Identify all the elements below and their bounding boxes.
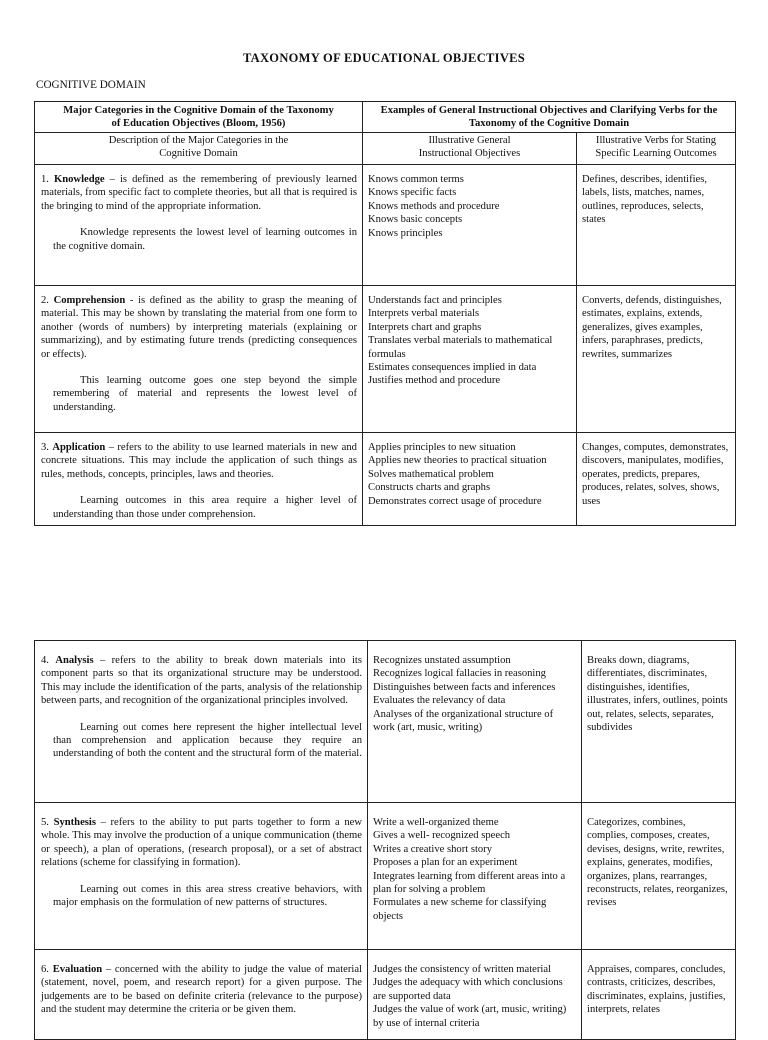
taxonomy-table-part1 bbox=[34, 101, 736, 526]
objective-item: Demonstrates correct usage of procedure bbox=[368, 495, 542, 507]
objective-item: Gives a well- recognized speech bbox=[373, 830, 511, 842]
header-major-categories: Major Categories in the Cognitive Domain of the Taxonomy of Education Objectives (Bloom, 1956) bbox=[35, 102, 363, 133]
category-note: Knowledge represents the lowest level of learning outcomes in the cognitive domain. bbox=[53, 227, 357, 252]
category-name: Knowledge bbox=[53, 174, 105, 185]
category-row bbox=[35, 641, 736, 803]
objective-item: Judges the adequacy with which conclusions are supported data bbox=[373, 977, 563, 1002]
objective-item: Knows common terms bbox=[368, 174, 464, 185]
objective-item: Applies principles to new situation bbox=[368, 442, 516, 453]
domain-label: COGNITIVE DOMAIN bbox=[36, 79, 146, 91]
objective-item: Distinguishes between facts and inferences bbox=[373, 681, 556, 693]
objective-item: Understands fact and principles bbox=[368, 295, 502, 306]
objective-item: Solves mathematical problem bbox=[368, 468, 494, 480]
objective-item: Proposes a plan for an experiment bbox=[373, 857, 518, 869]
category-note: Learning out comes here represent the higher intellectual level than comprehension and application because they require an understanding of both the content and the structural form of the material. bbox=[53, 721, 362, 760]
category-number: 4. bbox=[41, 655, 49, 666]
category-objectives bbox=[363, 433, 577, 526]
category-name: Application bbox=[52, 442, 106, 453]
category-description bbox=[35, 433, 363, 526]
page-title: TAXONOMY OF EDUCATIONAL OBJECTIVES bbox=[242, 51, 526, 65]
category-objectives bbox=[368, 950, 582, 1040]
category-number: 6. bbox=[41, 964, 49, 975]
category-row bbox=[35, 165, 736, 286]
category-note: Learning out comes in this area stress creative behaviors, with major emphasis on the formulation of new patterns of structures. bbox=[53, 883, 362, 909]
objective-item: Integrates learning from different areas into a plan for solving a problem bbox=[373, 870, 566, 896]
category-definition: – refers to the ability to use learned materials in new and concrete situations. This may include the application of such things as rules, methods, concepts, principles, laws and theories. bbox=[41, 442, 357, 480]
objective-item: Estimates consequences implied in data bbox=[368, 362, 537, 374]
category-description bbox=[35, 286, 363, 433]
category-row bbox=[35, 950, 736, 1040]
category-description bbox=[35, 803, 368, 950]
objective-item: Writes a creative short story bbox=[373, 843, 493, 855]
objective-item: Applies new theories to practical situation bbox=[368, 455, 547, 467]
category-description bbox=[35, 950, 368, 1040]
category-definition: - is defined as the ability to grasp the meaning of material. This may be shown by translating the material from one form to another (words of numbers) by interpreting materials (explaining or summarizing), and by estimating future trends (predicting consequences or effects). bbox=[41, 295, 357, 360]
subheader-verbs: Illustrative Verbs for Stating Specific Learning Outcomes bbox=[577, 133, 736, 165]
category-name: Comprehension bbox=[53, 295, 126, 306]
objective-item: Knows basic concepts bbox=[368, 214, 463, 226]
objective-item: Justifies method and procedure bbox=[368, 375, 501, 387]
header-examples: Examples of General Instructional Objectives and Clarifying Verbs for the Taxonomy of the Cognitive Domain bbox=[363, 102, 736, 133]
category-definition: – concerned with the ability to judge the value of material (statement, novel, poem, and research report) for a given purpose. The judgements are to be based on definite criteria (relevance to the purpose) and the student may determine the criteria or be given them. bbox=[41, 964, 362, 1016]
category-definition: – is defined as the remembering of previously learned materials, from specific fact to complete theories, but all that is required is the bringing to mind of the appropriate information. bbox=[41, 174, 357, 212]
objective-item: Recognizes unstated assumption bbox=[373, 655, 511, 666]
objective-item: Formulates a new scheme for classifying objects bbox=[373, 897, 547, 922]
category-number: 3. bbox=[41, 442, 49, 453]
category-name: Evaluation bbox=[52, 964, 103, 975]
category-note: This learning outcome goes one step beyond the simple remembering of material and represents the lowest level of understanding. bbox=[53, 375, 357, 413]
category-description bbox=[35, 641, 368, 803]
category-note: Learning outcomes in this area require a higher level of understanding than those under comprehension. bbox=[53, 495, 357, 520]
objective-item: Constructs charts and graphs bbox=[368, 482, 491, 494]
objective-item: Knows specific facts bbox=[368, 187, 457, 199]
category-objectives bbox=[363, 286, 577, 433]
category-definition: – refers to the ability to put parts together to form a new whole. This may involve the production of a unique communication (theme or speech), a plan of operations, (research proposal), or a set of abstract relations (scheme for classifying in formation). bbox=[41, 817, 362, 869]
category-number: 2. bbox=[41, 295, 49, 306]
objective-item: Judges the value of work (art, music, writing) by use of internal criteria bbox=[373, 1004, 567, 1029]
category-number: 5. bbox=[41, 817, 49, 828]
category-verbs: Appraises, compares, concludes, contrasts, criticizes, describes, discriminates, explains, justifies, interprets, relates bbox=[582, 950, 736, 1040]
category-row bbox=[35, 803, 736, 950]
objective-item: Interprets chart and graphs bbox=[368, 321, 482, 333]
category-description bbox=[35, 165, 363, 286]
objective-item: Knows methods and procedure bbox=[368, 200, 500, 212]
category-verbs: Categorizes, combines, complies, composes, creates, devises, designs, write, rewrites, explains, generates, modifies, organizes, plans, rearranges, reconstructs, relates, reorganizes, revises bbox=[582, 803, 736, 950]
category-objectives bbox=[363, 165, 577, 286]
category-name: Synthesis bbox=[53, 817, 96, 828]
objective-item: Interprets verbal materials bbox=[368, 308, 480, 320]
category-name: Analysis bbox=[55, 655, 94, 666]
objective-item: Recognizes logical fallacies in reasoning bbox=[373, 668, 546, 680]
category-number: 1. bbox=[41, 174, 49, 185]
objective-item: Analyses of the organizational structure of work (art, music, writing) bbox=[373, 708, 554, 734]
subheader-description: Description of the Major Categories in the Cognitive Domain bbox=[35, 133, 363, 165]
objective-item: Write a well-organized theme bbox=[373, 817, 499, 828]
category-verbs: Breaks down, diagrams, differentiates, discriminates, distinguishes, identifies, illustrates, infers, outlines, points out, relates, selects, separates, subdivides bbox=[582, 641, 736, 803]
category-row bbox=[35, 433, 736, 526]
objective-item: Knows principles bbox=[368, 227, 443, 239]
category-objectives bbox=[368, 803, 582, 950]
subheader-objectives: Illustrative General Instructional Objectives bbox=[363, 133, 577, 165]
category-row bbox=[35, 286, 736, 433]
category-definition: – refers to the ability to break down materials into its component parts so that its organizational structure may be understood. This may include the identification of the parts, analysis of the relationship between parts, and recognition of the organizational principles involved. bbox=[41, 655, 362, 707]
taxonomy-table-part2 bbox=[34, 640, 736, 1040]
category-verbs: Changes, computes, demonstrates, discovers, manipulates, modifies, operates, predicts, prepares, produces, relates, solves, shows, uses bbox=[577, 433, 736, 526]
category-objectives bbox=[368, 641, 582, 803]
objective-item: Evaluates the relevancy of data bbox=[373, 695, 506, 707]
objective-item: Judges the consistency of written material bbox=[373, 964, 551, 975]
category-verbs: Defines, describes, identifies, labels, lists, matches, names, outlines, reproduces, selects, states bbox=[577, 165, 736, 286]
objective-item: Translates verbal materials to mathematical formulas bbox=[368, 335, 553, 360]
category-verbs: Converts, defends, distinguishes, estimates, explains, extends, generalizes, gives examples, infers, paraphrases, predicts, rewrites, summarizes bbox=[577, 286, 736, 433]
